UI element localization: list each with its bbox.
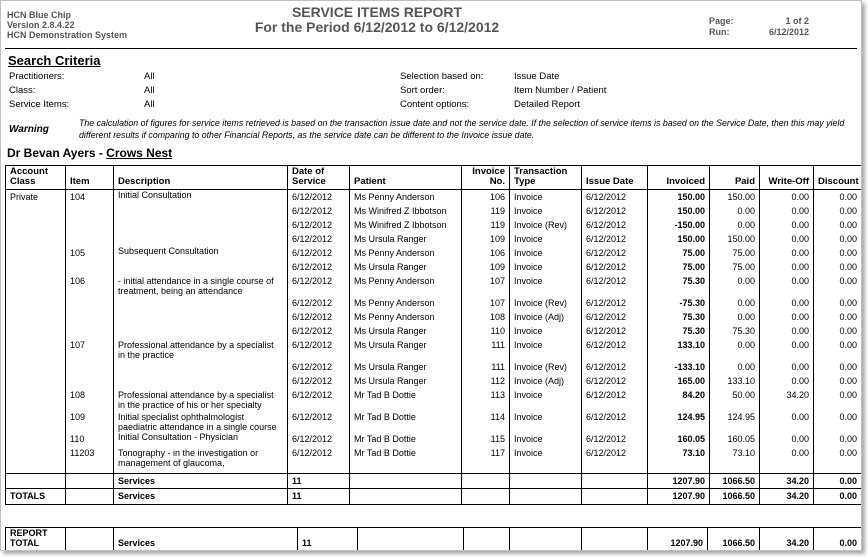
cell-discount: 0.00 [814, 324, 862, 338]
totals-write-off: 34.20 [760, 488, 814, 504]
cell-invoiced: 124.95 [648, 410, 710, 432]
class-total-write-off: 34.20 [760, 473, 814, 488]
criteria-service-items-label: Service Items: [9, 99, 70, 110]
col-header-description: Description [114, 166, 288, 190]
cell-invoiced: 150.00 [648, 190, 710, 205]
cell-invoice-no: 115 [462, 432, 510, 446]
report-total-invoiced: 1207.90 [648, 528, 708, 551]
table-row [6, 446, 862, 468]
totals-paid: 1066.50 [710, 488, 760, 504]
cell-paid: 0.00 [710, 218, 760, 232]
cell-discount: 0.00 [814, 260, 862, 274]
cell-patient: Mr Tad B Dottie [350, 446, 462, 468]
cell-issue-date: 6/12/2012 [582, 360, 648, 374]
cell-invoice-no: 113 [462, 388, 510, 410]
cell-invoice-no: 114 [462, 410, 510, 432]
table-row [6, 410, 862, 432]
totals-label: TOTALS [6, 488, 66, 504]
cell-patient: Ms Ursula Ranger [350, 374, 462, 388]
cell-account-class [6, 310, 66, 324]
cell-paid: 50.00 [710, 388, 760, 410]
totals-count: 11 [288, 488, 350, 504]
cell-account-class [6, 218, 66, 232]
cell-paid: 0.00 [710, 274, 760, 296]
cell-description: Professional attendance by a specialist in the practice of his or her specialty [114, 388, 288, 410]
cell-write-off: 0.00 [760, 324, 814, 338]
cell-paid: 124.95 [710, 410, 760, 432]
cell-write-off: 0.00 [760, 338, 814, 360]
cell-write-off: 0.00 [760, 310, 814, 324]
cell-date-of-service: 6/12/2012 [288, 360, 350, 374]
cell-invoiced: 160.05 [648, 432, 710, 446]
cell-discount: 0.00 [814, 432, 862, 446]
cell-invoice-no: 111 [462, 360, 510, 374]
cell-transaction-type: Invoice [510, 338, 582, 360]
cell-paid: 0.00 [710, 296, 760, 310]
cell-discount: 0.00 [814, 388, 862, 410]
cell-discount: 0.00 [814, 410, 862, 432]
criteria-selection-label: Selection based on: [400, 71, 484, 82]
practitioner-name: Dr Bevan Ayers - [7, 146, 107, 160]
cell-account-class [6, 232, 66, 246]
table-row [6, 360, 862, 374]
totals-invoiced: 1207.90 [648, 488, 710, 504]
cell-patient: Ms Ursula Ranger [350, 338, 462, 360]
table-row [6, 296, 862, 310]
cell-discount: 0.00 [814, 274, 862, 296]
cell-account-class [6, 388, 66, 410]
col-header-item: Item [66, 166, 114, 190]
cell-invoice-no: 108 [462, 310, 510, 324]
cell-description [114, 360, 288, 374]
cell-paid: 75.00 [710, 260, 760, 274]
class-total-desc: Services [114, 473, 288, 488]
system-database: HCN Demonstration System [7, 30, 128, 40]
col-header-date-of-service: Date of Service [288, 166, 350, 190]
cell-account-class [6, 274, 66, 296]
cell-discount: 0.00 [814, 190, 862, 205]
cell-issue-date: 6/12/2012 [582, 310, 648, 324]
cell-paid: 0.00 [710, 204, 760, 218]
cell-invoiced: 165.00 [648, 374, 710, 388]
cell-discount: 0.00 [814, 446, 862, 468]
run-value: 6/12/2012 [768, 27, 809, 37]
cell-invoiced: 75.00 [648, 246, 710, 260]
cell-patient: Ms Penny Anderson [350, 310, 462, 324]
table-row [6, 274, 862, 296]
cell-invoice-no: 109 [462, 232, 510, 246]
cell-date-of-service: 6/12/2012 [288, 296, 350, 310]
criteria-service-items-value: All [144, 99, 155, 110]
cell-invoice-no: 112 [462, 374, 510, 388]
search-criteria-title: Search Criteria [8, 53, 101, 68]
cell-transaction-type: Invoice (Rev) [510, 296, 582, 310]
cell-account-class [6, 260, 66, 274]
cell-description [114, 260, 288, 274]
table-row [6, 338, 862, 360]
cell-item: 109 [66, 410, 114, 432]
col-header-paid: Paid [710, 166, 760, 190]
col-header-transaction-type: Transaction Type [510, 166, 582, 190]
cell-description [114, 324, 288, 338]
cell-invoice-no: 107 [462, 296, 510, 310]
cell-invoice-no: 119 [462, 204, 510, 218]
cell-account-class [6, 360, 66, 374]
cell-transaction-type: Invoice [510, 446, 582, 468]
cell-discount: 0.00 [814, 296, 862, 310]
cell-date-of-service: 6/12/2012 [288, 446, 350, 468]
cell-write-off: 0.00 [760, 274, 814, 296]
report-title-block [1, 5, 753, 35]
cell-invoiced: 73.10 [648, 446, 710, 468]
table-row [6, 232, 862, 246]
criteria-sort-label: Sort order: [400, 85, 445, 96]
run-label: Run: [709, 27, 730, 37]
report-total-label-1: REPORT [10, 528, 48, 538]
criteria-selection-value: Issue Date [514, 71, 560, 82]
cell-account-class [6, 446, 66, 468]
cell-issue-date: 6/12/2012 [582, 324, 648, 338]
cell-account-class [6, 432, 66, 446]
cell-description [114, 310, 288, 324]
cell-paid: 0.00 [710, 338, 760, 360]
cell-description: Professional attendance by a specialist in the practice [114, 338, 288, 360]
practitioner-heading [7, 146, 172, 160]
cell-paid: 73.10 [710, 446, 760, 468]
cell-date-of-service: 6/12/2012 [288, 246, 350, 260]
cell-invoiced: 84.20 [648, 388, 710, 410]
totals-discount: 0.00 [814, 488, 862, 504]
cell-item [66, 360, 114, 374]
cell-transaction-type: Invoice (Rev) [510, 218, 582, 232]
cell-date-of-service: 6/12/2012 [288, 432, 350, 446]
cell-invoice-no: 111 [462, 338, 510, 360]
table-body [6, 190, 862, 469]
cell-paid: 75.00 [710, 246, 760, 260]
cell-invoice-no: 110 [462, 324, 510, 338]
col-header-issue-date: Issue Date [582, 166, 648, 190]
cell-date-of-service: 6/12/2012 [288, 190, 350, 205]
criteria-practitioners-value: All [144, 71, 155, 82]
cell-issue-date: 6/12/2012 [582, 338, 648, 360]
totals-desc: Services [114, 488, 288, 504]
table-row [6, 388, 862, 410]
cell-item: 104 [66, 190, 114, 205]
page-info [709, 16, 809, 38]
report-total-paid: 1066.50 [708, 528, 760, 551]
col-header-discount: Discount [814, 166, 862, 190]
cell-invoice-no: 117 [462, 446, 510, 468]
cell-description: Initial Consultation - Physician [114, 432, 288, 446]
cell-write-off: 0.00 [760, 246, 814, 260]
cell-discount: 0.00 [814, 204, 862, 218]
warning-text: The calculation of figures for service items retrieved is based on the transaction issue date and not the service date. If the selection of service items is based on the Service Date, then this may yield different results if comparing to other Financial Reports, as the service date can be different to the Invoice issue date. [79, 118, 845, 140]
cell-account-class [6, 374, 66, 388]
cell-transaction-type: Invoice (Adj) [510, 374, 582, 388]
cell-discount: 0.00 [814, 246, 862, 260]
warning-label: Warning [9, 124, 49, 135]
cell-date-of-service: 6/12/2012 [288, 374, 350, 388]
report-total-write-off: 34.20 [760, 528, 814, 551]
cell-item [66, 260, 114, 274]
criteria-sort-value: Item Number / Patient [514, 85, 607, 96]
cell-date-of-service: 6/12/2012 [288, 232, 350, 246]
cell-write-off: 34.20 [760, 388, 814, 410]
cell-patient: Ms Ursula Ranger [350, 324, 462, 338]
cell-write-off: 0.00 [760, 432, 814, 446]
report-total-label-2: TOTAL [10, 538, 40, 548]
cell-item: 11203 [66, 446, 114, 468]
cell-item [66, 310, 114, 324]
cell-write-off: 0.00 [760, 296, 814, 310]
practitioner-location: Crows Nest [106, 146, 173, 160]
cell-item [66, 324, 114, 338]
cell-paid: 75.30 [710, 324, 760, 338]
cell-patient: Ms Ursula Ranger [350, 232, 462, 246]
system-version: Version 2.8.4.22 [7, 20, 75, 30]
cell-write-off: 0.00 [760, 232, 814, 246]
report-total-count: 11 [298, 528, 358, 551]
cell-invoiced: 75.30 [648, 324, 710, 338]
cell-paid: 150.00 [710, 232, 760, 246]
cell-discount: 0.00 [814, 360, 862, 374]
table-row [6, 190, 862, 205]
cell-date-of-service: 6/12/2012 [288, 388, 350, 410]
class-total-discount: 0.00 [814, 473, 862, 488]
cell-item [66, 232, 114, 246]
table-row [6, 246, 862, 260]
page-value: 1 of 2 [785, 16, 809, 26]
cell-account-class: Private [6, 190, 66, 205]
report-total-table [5, 527, 862, 551]
col-header-account-class: Account Class [6, 166, 66, 190]
cell-account-class [6, 246, 66, 260]
cell-item: 106 [66, 274, 114, 296]
criteria-practitioners-label: Practitioners: [9, 71, 65, 82]
cell-invoice-no: 107 [462, 274, 510, 296]
cell-description: Subsequent Consultation [114, 246, 288, 260]
cell-date-of-service: 6/12/2012 [288, 324, 350, 338]
header-divider [5, 48, 857, 49]
cell-transaction-type: Invoice [510, 232, 582, 246]
cell-paid: 0.00 [710, 310, 760, 324]
cell-issue-date: 6/12/2012 [582, 246, 648, 260]
cell-discount: 0.00 [814, 232, 862, 246]
table-row [6, 324, 862, 338]
cell-transaction-type: Invoice [510, 274, 582, 296]
report-total-row [6, 528, 862, 551]
system-name: HCN Blue Chip [7, 10, 71, 20]
table-row [6, 310, 862, 324]
cell-issue-date: 6/12/2012 [582, 410, 648, 432]
cell-issue-date: 6/12/2012 [582, 190, 648, 205]
cell-issue-date: 6/12/2012 [582, 232, 648, 246]
cell-discount: 0.00 [814, 374, 862, 388]
cell-description [114, 232, 288, 246]
cell-paid: 150.00 [710, 190, 760, 205]
page-label: Page: [709, 16, 734, 26]
cell-date-of-service: 6/12/2012 [288, 410, 350, 432]
cell-write-off: 0.00 [760, 218, 814, 232]
cell-transaction-type: Invoice [510, 432, 582, 446]
criteria-content-label: Content options: [400, 99, 470, 110]
cell-description: Initial specialist ophthalmologist paediatric attendance in a single course [114, 410, 288, 432]
cell-patient: Mr Tad B Dottie [350, 432, 462, 446]
cell-write-off: 0.00 [760, 260, 814, 274]
cell-transaction-type: Invoice [510, 204, 582, 218]
col-header-write-off: Write-Off [760, 166, 814, 190]
criteria-class-value: All [144, 85, 155, 96]
col-header-invoiced: Invoiced [648, 166, 710, 190]
cell-issue-date: 6/12/2012 [582, 260, 648, 274]
cell-patient: Ms Penny Anderson [350, 246, 462, 260]
cell-item: 105 [66, 246, 114, 260]
table-row [6, 374, 862, 388]
cell-description [114, 204, 288, 218]
cell-discount: 0.00 [814, 218, 862, 232]
cell-invoice-no: 106 [462, 190, 510, 205]
totals-row [6, 488, 862, 504]
cell-patient: Mr Tad B Dottie [350, 388, 462, 410]
cell-item [66, 218, 114, 232]
table-row [6, 260, 862, 274]
cell-description: - initial attendance in a single course of treatment, being an attendance [114, 274, 288, 296]
cell-invoice-no: 106 [462, 246, 510, 260]
cell-item [66, 204, 114, 218]
cell-description [114, 218, 288, 232]
cell-invoiced: 150.00 [648, 232, 710, 246]
report-total-discount: 0.00 [814, 528, 862, 551]
cell-account-class [6, 296, 66, 310]
cell-invoiced: 133.10 [648, 338, 710, 360]
cell-item [66, 296, 114, 310]
cell-issue-date: 6/12/2012 [582, 204, 648, 218]
cell-invoice-no: 119 [462, 218, 510, 232]
cell-date-of-service: 6/12/2012 [288, 338, 350, 360]
cell-description [114, 374, 288, 388]
cell-issue-date: 6/12/2012 [582, 432, 648, 446]
cell-issue-date: 6/12/2012 [582, 218, 648, 232]
cell-discount: 0.00 [814, 338, 862, 360]
cell-patient: Ms Winifred Z Ibbotson [350, 218, 462, 232]
class-total-count: 11 [288, 473, 350, 488]
cell-paid: 0.00 [710, 360, 760, 374]
cell-date-of-service: 6/12/2012 [288, 274, 350, 296]
cell-transaction-type: Invoice (Adj) [510, 310, 582, 324]
cell-date-of-service: 6/12/2012 [288, 204, 350, 218]
table-header-row [6, 166, 862, 190]
cell-account-class [6, 324, 66, 338]
cell-invoiced: 75.30 [648, 310, 710, 324]
cell-transaction-type: Invoice [510, 388, 582, 410]
cell-transaction-type: Invoice [510, 260, 582, 274]
cell-item: 110 [66, 432, 114, 446]
cell-write-off: 0.00 [760, 360, 814, 374]
cell-issue-date: 6/12/2012 [582, 274, 648, 296]
class-total-invoiced: 1207.90 [648, 473, 710, 488]
cell-paid: 133.10 [710, 374, 760, 388]
cell-transaction-type: Invoice (Rev) [510, 360, 582, 374]
cell-patient: Ms Penny Anderson [350, 190, 462, 205]
cell-patient: Ms Penny Anderson [350, 274, 462, 296]
cell-transaction-type: Invoice [510, 324, 582, 338]
criteria-content-value: Detailed Report [514, 99, 581, 110]
cell-issue-date: 6/12/2012 [582, 388, 648, 410]
cell-patient: Ms Ursula Ranger [350, 260, 462, 274]
cell-invoiced: -133.10 [648, 360, 710, 374]
cell-invoice-no: 109 [462, 260, 510, 274]
cell-item [66, 374, 114, 388]
cell-paid: 160.05 [710, 432, 760, 446]
cell-transaction-type: Invoice [510, 246, 582, 260]
cell-write-off: 0.00 [760, 410, 814, 432]
cell-invoiced: 150.00 [648, 204, 710, 218]
cell-account-class [6, 410, 66, 432]
table-row [6, 204, 862, 218]
cell-invoiced: -75.30 [648, 296, 710, 310]
report-total-desc: Services [114, 528, 298, 551]
cell-date-of-service: 6/12/2012 [288, 310, 350, 324]
cell-invoiced: 75.30 [648, 274, 710, 296]
cell-patient: Ms Penny Anderson [350, 296, 462, 310]
cell-patient: Ms Ursula Ranger [350, 360, 462, 374]
criteria-class-label: Class: [9, 85, 36, 96]
cell-patient: Ms Winifred Z Ibbotson [350, 204, 462, 218]
cell-patient: Mr Tad B Dottie [350, 410, 462, 432]
cell-transaction-type: Invoice [510, 410, 582, 432]
cell-write-off: 0.00 [760, 190, 814, 205]
cell-invoiced: -150.00 [648, 218, 710, 232]
cell-write-off: 0.00 [760, 446, 814, 468]
col-header-patient: Patient [350, 166, 462, 190]
col-header-invoice-no: Invoice No. [462, 166, 510, 190]
cell-issue-date: 6/12/2012 [582, 296, 648, 310]
table-row [6, 218, 862, 232]
class-total-paid: 1066.50 [710, 473, 760, 488]
cell-description: Tonography - in the investigation or management of glaucoma, [114, 446, 288, 468]
cell-invoiced: 75.00 [648, 260, 710, 274]
cell-date-of-service: 6/12/2012 [288, 218, 350, 232]
cell-item: 107 [66, 338, 114, 360]
cell-date-of-service: 6/12/2012 [288, 260, 350, 274]
table-row [6, 432, 862, 446]
cell-write-off: 0.00 [760, 374, 814, 388]
report-total-label [6, 528, 66, 551]
cell-discount: 0.00 [814, 310, 862, 324]
cell-description [114, 296, 288, 310]
cell-issue-date: 6/12/2012 [582, 374, 648, 388]
report-title: SERVICE ITEMS REPORT [291, 4, 463, 20]
service-items-table [5, 165, 862, 505]
cell-account-class [6, 204, 66, 218]
cell-account-class [6, 338, 66, 360]
cell-description: Initial Consultation [114, 190, 288, 205]
report-period: For the Period 6/12/2012 to 6/12/2012 [254, 19, 500, 35]
cell-issue-date: 6/12/2012 [582, 446, 648, 468]
cell-item: 108 [66, 388, 114, 410]
cell-write-off: 0.00 [760, 204, 814, 218]
class-total-row [6, 473, 862, 488]
cell-transaction-type: Invoice [510, 190, 582, 205]
